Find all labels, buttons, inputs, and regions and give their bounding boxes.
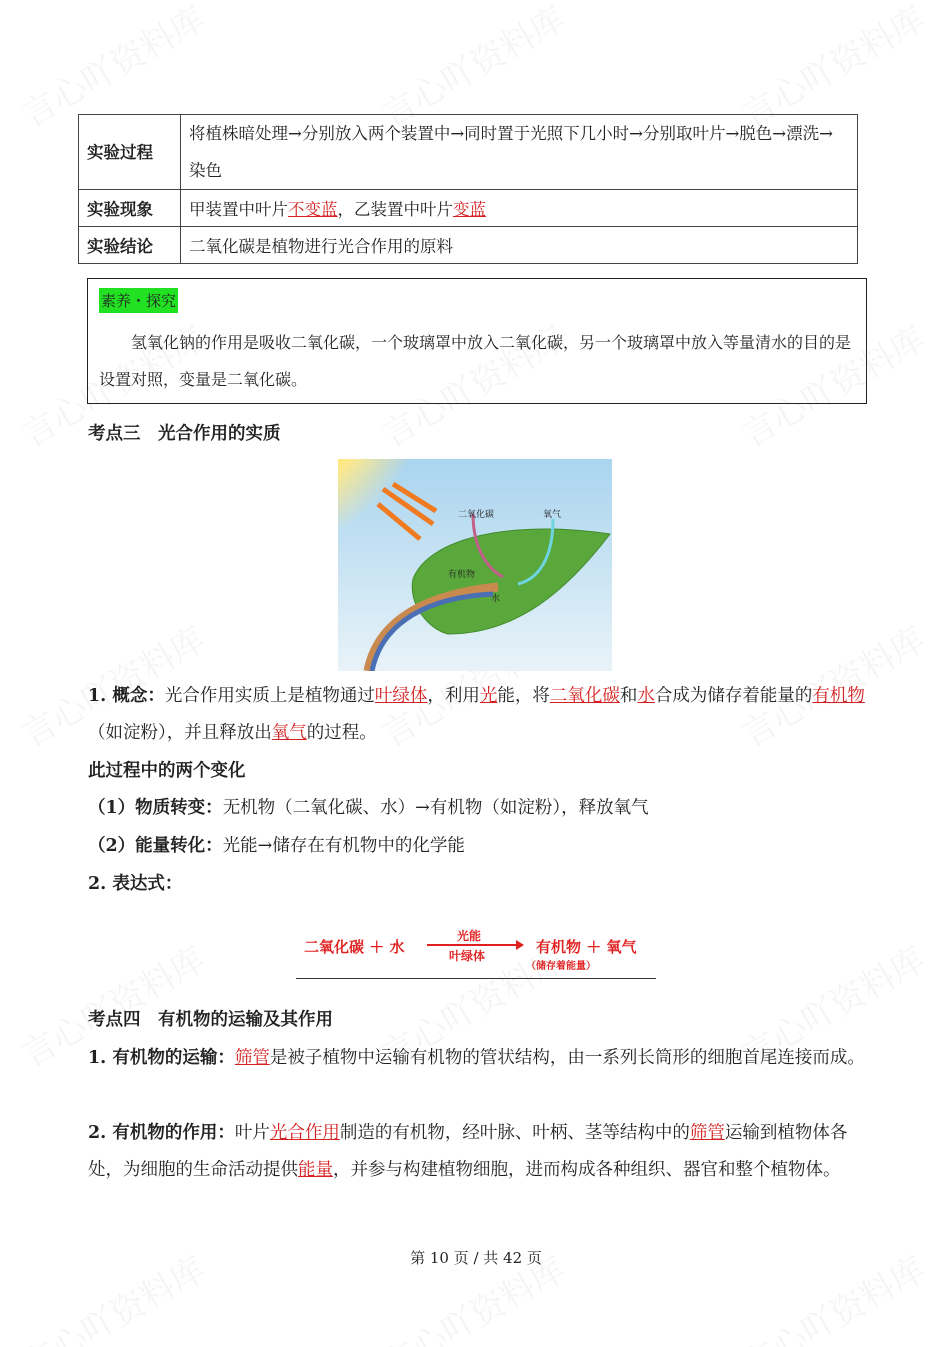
- arrow-head-icon: [516, 940, 524, 950]
- text: ，乙装置中叶片: [337, 200, 453, 219]
- answer-text: 能量: [298, 1160, 333, 1180]
- text: 叶片: [234, 1123, 270, 1143]
- changes-title: 此过程中的两个变化: [88, 761, 246, 781]
- function-paragraph: [88, 1115, 868, 1189]
- item-number: 1. 有机物的运输：: [88, 1048, 235, 1068]
- equation-note: （储存着能量）: [526, 961, 596, 972]
- answer-text: 不变蓝: [288, 200, 338, 219]
- co2-label: 二氧化碳: [458, 510, 495, 520]
- row-header: 实验过程: [79, 115, 181, 190]
- text: 的过程。: [306, 723, 377, 743]
- answer-text: 有机物: [812, 686, 865, 706]
- text: （如淀粉），并且释放出: [88, 723, 272, 743]
- section-title: 考点三 光合作用的实质: [88, 424, 281, 444]
- o2-label: 氧气: [543, 510, 562, 520]
- text: ，利用: [427, 686, 480, 706]
- answer-text: 变蓝: [453, 200, 486, 219]
- expression-title: 2. 表达式：: [88, 874, 183, 894]
- text: 甲装置中叶片: [189, 200, 288, 219]
- text: 是被子植物中运输有机物的管状结构，由一系列长筒形的细胞首尾连接而成。: [269, 1048, 865, 1068]
- row-content: 将植株暗处理→分别放入两个装置中→同时置于光照下几小时→分别取叶片→脱色→漂洗→染色: [181, 115, 858, 190]
- text: 运输到植物体各处，为细胞的生命活动提供: [88, 1123, 848, 1180]
- divider: [296, 978, 656, 979]
- row-content: [181, 190, 858, 227]
- equation-right: 有机物 ＋ 氧气: [536, 938, 637, 956]
- row-header: 实验现象: [79, 190, 181, 227]
- equation: [294, 920, 674, 980]
- text: 光合作用实质上是植物通过: [164, 686, 375, 706]
- label: （1）物质转变：: [88, 798, 223, 818]
- text: 制造的有机物，经叶脉、叶柄、茎等结构中的: [339, 1123, 690, 1143]
- answer-text: 叶绿体: [374, 686, 428, 706]
- item-number: 2. 有机物的作用：: [88, 1123, 235, 1143]
- text: 光能→储存在有机物中的化学能: [222, 836, 465, 856]
- answer-text: 筛管: [234, 1048, 270, 1068]
- answer-text: 光: [479, 686, 498, 706]
- arrow-icon: [427, 944, 519, 946]
- text: 无机物（二氧化碳、水）→有机物（如淀粉），释放氧气: [222, 798, 649, 818]
- text: 合成为储存着能量的: [654, 686, 813, 706]
- literacy-box: [87, 278, 867, 404]
- equation-above: 光能: [457, 929, 482, 943]
- text: ，并参与构建植物细胞，进而构成各种组织、器官和整个植物体。: [333, 1160, 841, 1180]
- item-number: 1. 概念：: [88, 686, 165, 706]
- change-2: [88, 828, 868, 865]
- photosynthesis-figure: [338, 459, 612, 671]
- table-row: [79, 190, 858, 227]
- answer-text: 氧气: [271, 723, 307, 743]
- answer-text: 水: [637, 686, 655, 706]
- row-header: 实验结论: [79, 227, 181, 264]
- page-footer: 第 10 页 / 共 42 页: [410, 1249, 542, 1267]
- text: 和: [619, 686, 638, 706]
- answer-text: 光合作用: [269, 1123, 340, 1143]
- label: （2）能量转化：: [88, 836, 223, 856]
- organic-label: 有机物: [448, 570, 476, 580]
- literacy-tag: 素养・探究: [99, 288, 178, 313]
- answer-text: 筛管: [689, 1123, 725, 1143]
- transport-paragraph: [88, 1040, 868, 1077]
- literacy-text: 氢氧化钠的作用是吸收二氧化碳，一个玻璃罩中放入二氧化碳，另一个玻璃罩中放入等量清水的目的是设置对照，变量是二氧化碳。: [99, 333, 852, 389]
- equation-left: 二氧化碳 ＋ 水: [304, 938, 405, 956]
- answer-text: 二氧化碳: [549, 686, 620, 706]
- table-row: [79, 115, 858, 190]
- concept-paragraph: [88, 678, 868, 752]
- water-label: 水: [491, 594, 501, 604]
- change-1: [88, 790, 868, 827]
- experiment-table: [78, 114, 858, 264]
- equation-below: 叶绿体: [449, 949, 486, 963]
- text: 能，将: [497, 686, 550, 706]
- table-row: [79, 227, 858, 264]
- row-content: 二氧化碳是植物进行光合作用的原料: [181, 227, 858, 264]
- section-title: 考点四 有机物的运输及其作用: [88, 1010, 333, 1030]
